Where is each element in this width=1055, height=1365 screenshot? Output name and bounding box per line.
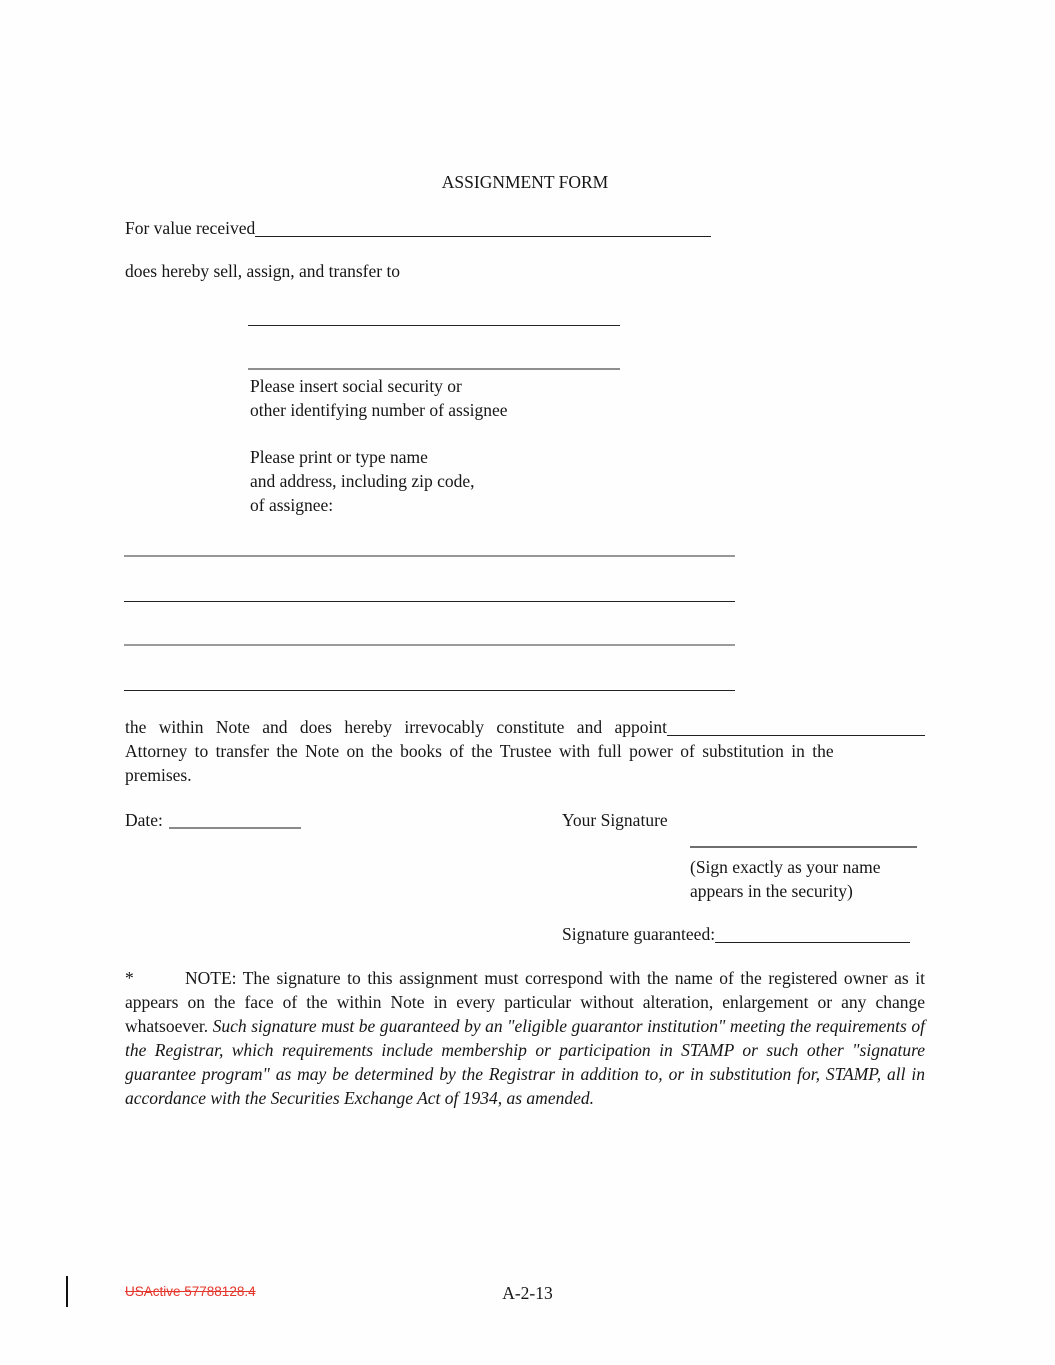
value-received-row: [125, 216, 711, 240]
assignee-name-blank-line: [248, 325, 620, 326]
address-blank-line-4: [124, 690, 735, 691]
date-blank-line: [169, 808, 301, 829]
name-caption-line-1: Please print or type name: [250, 447, 428, 467]
name-caption-line-3: of assignee:: [250, 495, 334, 515]
appoint-text: the within Note and does hereby irrevocably constitute and appoint: [125, 717, 667, 737]
value-received-label: For value received: [125, 218, 256, 238]
note-asterisk: *: [125, 968, 134, 988]
your-signature-label: Your Signature: [562, 810, 668, 830]
appoint-paragraph-line-2: Attorney to transfer the Note on the books of the Trustee with full power of substitution in the: [125, 741, 834, 761]
doc-id: USActive 57788128.4: [125, 1284, 256, 1299]
sign-caption-line-2: appears in the security): [690, 881, 853, 901]
attorney-blank-line: [667, 715, 925, 736]
assignee-id-blank-line: [248, 368, 620, 370]
name-address-caption: [250, 445, 925, 517]
sign-caption-line-1: (Sign exactly as your name: [690, 857, 881, 877]
name-caption-line-2: and address, including zip code,: [250, 471, 475, 491]
appoint-paragraph-line-1: [125, 715, 925, 739]
document-body: [125, 0, 925, 1110]
signature-blank-line: [690, 846, 917, 848]
page-title: ASSIGNMENT FORM: [441, 172, 609, 192]
address-blank-line-3: [124, 644, 735, 646]
ssn-caption: [250, 374, 925, 422]
signature-guaranteed-label: Signature guaranteed:: [562, 924, 716, 944]
note-paragraph: [125, 966, 925, 1110]
signature-guaranteed-blank-line: [715, 922, 910, 943]
page-number: A-2-13: [502, 1283, 553, 1303]
note-text-normal: NOTE: The signature to this assignment must correspond with the name of the registered owner as it appears on the face of the within Note in every particular without alteration, enlargement or any change whatsoever.: [125, 968, 925, 1036]
ssn-caption-line-1: Please insert social security or: [250, 376, 462, 396]
value-received-blank-line: [255, 216, 711, 237]
address-blank-line-2: [124, 601, 735, 602]
note-text-italic: Such signature must be guaranteed by an "eligible guarantor institution" meeting the requirements of the Registrar, which requirements include membership or participation in STAMP or such other "signature guarantee program" as may be determined by the Registrar in addition to, or in substitution for, STAMP, all in accordance with the Securities Exchange Act of 1934, as amended.: [125, 1016, 925, 1108]
transfer-line: does hereby sell, assign, and transfer to: [125, 261, 401, 281]
signature-guaranteed-row: [562, 922, 910, 946]
appoint-paragraph-line-3: premises.: [125, 765, 192, 785]
address-blank-line-1: [124, 555, 735, 557]
sign-exactly-caption: [690, 855, 925, 903]
ssn-caption-line-2: other identifying number of assignee: [250, 400, 508, 420]
date-label: Date:: [125, 810, 163, 830]
date-signature-row: [125, 808, 925, 832]
